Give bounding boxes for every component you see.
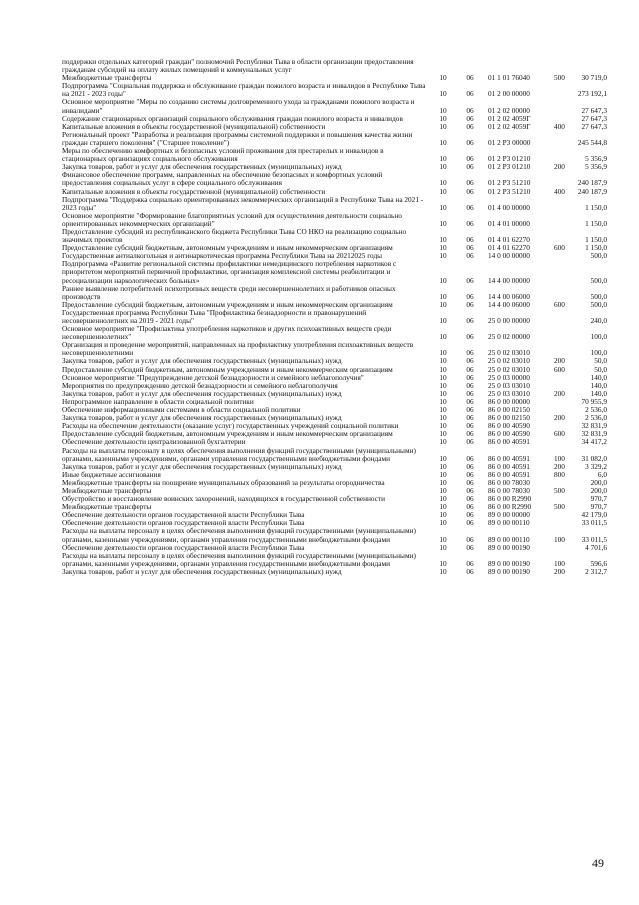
target-article-code: 01 2 02 4059Г (488, 121, 531, 131)
target-article-code: 14 4 00 06000 (488, 291, 530, 301)
target-article-code: 01 4 01 62270 (488, 243, 530, 253)
target-article-code: 89 0 00 00110 (488, 518, 530, 528)
expense-name: Обеспечение деятельности органов государственной власти Республики Тыва (62, 518, 305, 528)
target-article-code: 86 0 00 78030 (488, 485, 530, 495)
expense-name: Обеспечение деятельности централизованной бухгалтерии (62, 437, 246, 447)
expense-name: Закупка товаров, работ и услуг для обеспечения государственных (муниципальных) нужд (62, 461, 342, 471)
target-article-code: 89 0 00 00190 (488, 558, 530, 568)
section-code: 10 (439, 396, 447, 406)
expense-type-code: 500 (554, 485, 565, 495)
expense-name: Государственная программа Республики Тыва "Профилактика безнадзорности и правонарушений несовершеннолетних на 2019 - 2021 годы" (62, 307, 367, 325)
expense-type-code (554, 82, 576, 98)
section-code: 10 (439, 485, 447, 495)
page-number: 49 (592, 856, 604, 870)
section-code: 10 (439, 356, 447, 366)
amount: 4 701,6 (585, 542, 607, 552)
expense-type-code: 400 (554, 121, 565, 131)
section-code: 10 (439, 364, 447, 374)
expense-name: Подпрограмма "Социальная поддержка и обслуживание граждан пожилого возраста и инвалидов в Республике Тыва на 2021 - 2023 годы" (62, 81, 426, 99)
section-code: 10 (439, 421, 447, 431)
expense-name: Предоставление субсидий бюджетным, автономным учреждениям и иным некоммерческим организациям (62, 429, 393, 439)
subsection-code: 06 (466, 364, 474, 374)
subsection-code: 06 (466, 218, 474, 228)
subsection-code: 06 (466, 299, 474, 309)
expense-name: Межбюджетные трансферты (62, 73, 152, 83)
section-code: 10 (439, 437, 447, 447)
expense-name: Региональный проект "Разработка и реализация программы системной поддержки и повышения качества жизни граждан старшего поколения" ("Старшее поколение") (62, 129, 413, 147)
expense-name: Межбюджетные трансферты на поощрение муниципальных образований за результаты огородничества (62, 477, 385, 487)
expense-type-code: 200 (554, 566, 565, 576)
target-article-code: 01 4 01 00000 (488, 218, 530, 228)
table-row (62, 147, 607, 163)
amount: 32 831,9 (581, 429, 607, 439)
amount: 1 150,0 (585, 243, 607, 253)
section-code: 10 (439, 121, 447, 131)
table-row (62, 171, 607, 187)
amount: 500,0 (590, 299, 607, 309)
amount: 5 356,9 (585, 162, 607, 172)
subsection-code: 06 (466, 113, 474, 123)
amount: 970,7 (590, 502, 607, 512)
expense-name: Обеспечение информационными системами в области социальной политики (62, 405, 301, 415)
table-row (62, 212, 607, 228)
expense-name: Подпрограмма «Развитие региональной системы профилактики немедицинского потребления наркотиков с приоритетом мероприятий первичной профилактики, организация комплексной системы реабилитации и ресоциализации наркологических больных» (62, 259, 397, 285)
expense-type-code (554, 374, 576, 382)
subsection-code: 06 (466, 356, 474, 366)
target-article-code: 86 0 00 40591 (488, 437, 530, 447)
subsection-code: 06 (466, 137, 474, 147)
expense-type-code (554, 285, 576, 301)
amount: 42 179,0 (581, 510, 607, 520)
subsection-code (456, 58, 484, 74)
table-row (62, 260, 607, 284)
subsection-code: 06 (466, 534, 474, 544)
amount: 100,0 (590, 348, 607, 358)
section-code: 10 (439, 105, 447, 115)
section-code: 10 (439, 380, 447, 390)
target-article-code: 86 0 00 00000 (488, 396, 530, 406)
expense-type-code (554, 398, 576, 406)
table-row (62, 552, 607, 568)
amount: 50,0 (594, 356, 607, 366)
amount: 240 187,9 (577, 178, 607, 188)
expense-type-code (554, 228, 576, 244)
target-article-code: 86 0 00 02150 (488, 405, 530, 415)
section-code: 10 (439, 388, 447, 398)
section-code: 10 (439, 372, 447, 382)
expense-type-code (554, 252, 576, 260)
expense-type-code: 200 (554, 162, 565, 172)
target-article-code: 14 4 00 00000 (488, 275, 530, 285)
budget-table-body (62, 58, 607, 576)
table-row (62, 98, 607, 114)
budget-table (62, 58, 607, 576)
section-code: 10 (439, 469, 447, 479)
amount: 34 417,2 (581, 437, 607, 447)
section-code: 10 (439, 477, 447, 487)
target-article-code: 14 0 00 00000 (488, 251, 530, 261)
subsection-code: 06 (466, 405, 474, 415)
subsection-code: 06 (466, 558, 474, 568)
amount: 970,7 (590, 494, 607, 504)
section-code: 10 (439, 510, 447, 520)
expense-name: Финансовое обеспечение программ, направленных на обеспечение безопасных и комфортных условий предоставления социальных услуг в сфере социального обслуживания (62, 170, 383, 188)
amount: 1 150,0 (585, 235, 607, 245)
amount: 240,0 (590, 316, 607, 325)
target-article-code: 01 2 P3 01210 (488, 162, 531, 172)
subsection-code: 06 (466, 73, 474, 83)
table-row (62, 325, 607, 341)
section-code: 10 (439, 332, 447, 342)
section-code: 10 (439, 154, 447, 164)
amount: 1 150,0 (585, 218, 607, 228)
subsection-code: 06 (466, 291, 474, 301)
expense-type-code: 200 (554, 413, 565, 423)
expense-type-code (554, 171, 576, 187)
subsection-code: 06 (466, 380, 474, 390)
subsection-code: 06 (466, 89, 474, 99)
table-row (62, 527, 607, 543)
subsection-code: 06 (466, 437, 474, 447)
amount: 245 544,8 (577, 137, 607, 147)
expense-name: Закупка товаров, работ и услуг для обеспечения государственных (муниципальных) нужд (62, 388, 342, 398)
section-code: 10 (439, 235, 447, 245)
subsection-code: 06 (466, 421, 474, 431)
table-row (62, 82, 607, 98)
expense-name: Межбюджетные трансферты (62, 485, 152, 495)
section-code: 10 (439, 113, 447, 123)
expense-name: Закупка товаров, работ и услуг для обеспечения государственных (муниципальных) нужд (62, 566, 342, 576)
section-code: 10 (439, 89, 447, 99)
expense-name: Предоставление субсидий бюджетным, автономным учреждениям и иным некоммерческим организациям (62, 364, 393, 374)
amount: 200,0 (590, 485, 607, 495)
table-row (62, 447, 607, 463)
section-code: 10 (439, 299, 447, 309)
expense-type-code: 500 (554, 73, 565, 83)
subsection-code: 06 (466, 202, 474, 212)
section-code: 10 (439, 518, 447, 528)
expense-type-code (554, 325, 576, 341)
expense-type-code: 200 (554, 461, 565, 471)
subsection-code: 06 (466, 186, 474, 196)
section-code: 10 (439, 316, 447, 325)
section-code: 10 (439, 558, 447, 568)
expense-type-code (554, 511, 576, 519)
table-row (62, 309, 607, 325)
expense-name: Раннее выявление потребителей психотропных веществ среди несовершеннолетних и работников опасных производств (62, 283, 396, 301)
target-article-code: 89 0 00 00190 (488, 542, 530, 552)
expense-name: Основное мероприятие "Меры по созданию системы долговременного ухода за гражданами пожилого возраста и инвалидами" (62, 97, 415, 115)
expense-type-code: 200 (554, 388, 565, 398)
section-code: 10 (439, 429, 447, 439)
expense-name: Меры по обеспечению комфортных и безопасных условий проживания для престарелых и инвалидов в стационарных организациях социального обслуживания (62, 146, 384, 164)
target-article-code: 01 4 01 62270 (488, 235, 530, 245)
amount: 32 831,9 (581, 421, 607, 431)
amount (576, 58, 607, 74)
expense-name: Основное мероприятие "Профилактика употребления наркотиков и других психоактивных веществ среди несовершеннолетних" (62, 324, 392, 342)
target-article-code: 25 0 03 00000 (488, 372, 530, 382)
expense-name: Закупка товаров, работ и услуг для обеспечения государственных (муниципальных) нужд (62, 162, 342, 172)
subsection-code: 06 (466, 121, 474, 131)
amount: 2 312,7 (585, 566, 607, 576)
section-code: 10 (439, 218, 447, 228)
section-code: 10 (439, 202, 447, 212)
subsection-code: 06 (466, 348, 474, 358)
expense-name: Мероприятия по предупреждению детской безнадзорности и семейного неблагополучия (62, 380, 338, 390)
expense-name: Предоставление субсидий из республиканского бюджета Республики Тыва СО НКО на реализацию социально значимых проектов (62, 226, 407, 245)
amount: 273 192,1 (577, 89, 607, 99)
table-row (62, 196, 607, 212)
section-code: 10 (439, 453, 447, 463)
expense-type-code (554, 260, 576, 284)
section-code: 10 (439, 502, 447, 512)
amount: 27 647,3 (581, 105, 607, 115)
target-article-code: 89 0 00 00190 (488, 566, 530, 576)
amount: 140,0 (590, 380, 607, 390)
subsection-code: 06 (466, 518, 474, 528)
section-code: 10 (439, 178, 447, 188)
amount: 70 955,9 (581, 396, 607, 406)
section-code: 10 (439, 405, 447, 415)
section-code: 10 (439, 413, 447, 423)
subsection-code: 06 (466, 566, 474, 576)
subsection-code: 06 (466, 275, 474, 285)
amount: 31 082,0 (581, 453, 607, 463)
target-article-code: 86 0 00 R2990 (488, 494, 532, 504)
section-code: 10 (439, 291, 447, 301)
expense-name: Капитальные вложения в объекты государственной (муниципальной) собственности (62, 186, 326, 196)
amount: 140,0 (590, 388, 607, 398)
subsection-code: 06 (466, 105, 474, 115)
expense-name: поддержки отдельных категорий граждан" полномочий Республики Тыва в области организации предоставления гражданам субсидий на оплату жилых помещений и коммунальных услуг (62, 57, 414, 75)
expense-name: Обеспечение деятельности органов государственной власти Республики Тыва (62, 510, 305, 520)
subsection-code: 06 (466, 477, 474, 487)
expense-type-code (554, 438, 576, 446)
expense-name: Основное мероприятие "Предупреждение детской безнадзорности и семейного неблагополучия" (62, 372, 364, 382)
target-article-code: 01 2 02 4059Г (488, 113, 531, 123)
amount: 2 536,0 (585, 405, 607, 415)
expense-name: Расходы на обеспечение деятельности (оказание услуг) государственных учреждений социальной политики (62, 421, 399, 431)
expense-name: Закупка товаров, работ и услуг для обеспечения государственных (муниципальных) нужд (62, 356, 342, 366)
subsection-code: 06 (466, 243, 474, 253)
target-article-code: 01 2 00 00000 (488, 89, 530, 99)
target-article-code: 01 4 00 00000 (488, 202, 530, 212)
expense-name: Обустройство и восстановление воинских захоронений, находящихся в государственной собственности (62, 494, 386, 504)
section-code: 10 (439, 534, 447, 544)
subsection-code: 06 (466, 542, 474, 552)
expense-name: Расходы на выплаты персоналу в целях обеспечения выполнения функций государственными (муниципальными) органами, казенными учреждениями, органами управления государственными внебюджетными фондами (62, 445, 416, 463)
expense-name: Государственная антиалкогольная и антинаркотическая программа Республики Тыва на 20212025 годы (62, 251, 383, 261)
subsection-code: 06 (466, 510, 474, 520)
section-code (430, 58, 456, 74)
target-article-code: 25 0 03 03010 (488, 388, 530, 398)
expense-type-code: 600 (554, 299, 565, 309)
subsection-code: 06 (466, 251, 474, 261)
target-article-code: 86 0 00 40591 (488, 461, 530, 471)
table-row (62, 58, 607, 74)
expense-type-code (554, 212, 576, 228)
amount: 140,0 (590, 372, 607, 382)
expense-type-code (554, 544, 576, 552)
table-row (62, 285, 607, 301)
section-code: 10 (439, 243, 447, 253)
expense-type-code: 200 (554, 356, 565, 366)
amount: 27 647,3 (581, 121, 607, 131)
expense-name: Подпрограмма "Поддержка социально ориентированных некоммерческих организаций в Республике Тыва на 2021 - 2023 годы" (62, 194, 424, 212)
expense-type-code (554, 519, 576, 527)
expense-name: Расходы на выплаты персоналу в целях обеспечения выполнения функций государственными (муниципальными) органами, казенными учреждениями, органами управления государственными внебюджетными фондами (62, 526, 416, 544)
target-article-code: 01 2 P3 01210 (488, 154, 531, 164)
amount: 30 719,0 (581, 73, 607, 83)
amount: 500,0 (590, 275, 607, 285)
expense-type-code (554, 196, 576, 212)
amount: 6,0 (597, 469, 607, 479)
target-article-code: 86 0 00 40590 (488, 429, 530, 439)
expense-name: Расходы на выплаты персоналу в целях обеспечения выполнения функций государственными (муниципальными) органами, казенными учреждениями, органами управления государственными внебюджетными фондами (62, 550, 416, 568)
expense-type-code: 600 (554, 364, 565, 374)
expense-type-code (554, 58, 576, 74)
expense-name: Закупка товаров, работ и услуг для обеспечения государственных (муниципальных) нужд (62, 413, 342, 423)
expense-type-code (554, 341, 576, 357)
subsection-code: 06 (466, 396, 474, 406)
target-article-code: 86 0 00 02150 (488, 413, 530, 423)
target-article-code: 01 2 P3 00000 (488, 137, 531, 147)
subsection-code: 06 (466, 388, 474, 398)
section-code: 10 (439, 137, 447, 147)
target-article-code: 01 2 P3 51210 (488, 178, 531, 188)
table-row (62, 131, 607, 147)
target-article-code: 25 0 03 03010 (488, 380, 530, 390)
target-article-code: 25 0 02 03010 (488, 348, 530, 358)
amount: 33 011,5 (581, 518, 607, 528)
section-code: 10 (439, 461, 447, 471)
expense-name: Непрограммное направление в области социальной политики (62, 396, 254, 406)
amount: 33 011,5 (581, 534, 607, 544)
section-code: 10 (439, 186, 447, 196)
expense-name: Обеспечение деятельности органов государственной власти Республики Тыва (62, 542, 305, 552)
target-article-code: 25 0 02 03010 (488, 356, 530, 366)
expense-type-code: 600 (554, 429, 565, 439)
subsection-code: 06 (466, 461, 474, 471)
expense-type-code (554, 147, 576, 163)
subsection-code: 06 (466, 413, 474, 423)
target-article-code: 01 1 01 76040 (488, 73, 530, 83)
table-row (62, 228, 607, 244)
subsection-code: 06 (466, 162, 474, 172)
expense-name: Межбюджетные трансферты (62, 502, 152, 512)
subsection-code: 06 (466, 429, 474, 439)
expense-name: Основное мероприятие "Формирование благоприятных условий для осуществления деятельности социально ориентированных некоммерческих организаций" (62, 210, 402, 228)
section-code: 10 (439, 162, 447, 172)
subsection-code: 06 (466, 453, 474, 463)
expense-name: Содержание стационарных организаций социального обслуживания граждан пожилого возраста и инвалидов (62, 113, 403, 123)
target-article-code: 86 0 00 40591 (488, 453, 530, 463)
target-article-code: 25 0 02 00000 (488, 332, 530, 342)
subsection-code: 06 (466, 332, 474, 342)
expense-type-code (554, 98, 576, 114)
amount: 2 536,0 (585, 413, 607, 423)
target-article-code: 14 4 00 06000 (488, 299, 530, 309)
section-code: 10 (439, 73, 447, 83)
subsection-code: 06 (466, 372, 474, 382)
expense-name: Предоставление субсидий бюджетным, автономным учреждениям и иным некоммерческим организациям (62, 243, 393, 253)
expense-name: Капитальные вложения в объекты государственной (муниципальной) собственности (62, 121, 326, 131)
expense-type-code (554, 309, 576, 325)
subsection-code: 06 (466, 502, 474, 512)
target-article-code: 25 0 02 03010 (488, 364, 530, 374)
amount: 3 329,2 (585, 461, 607, 471)
amount: 100,0 (590, 332, 607, 342)
section-code: 10 (439, 275, 447, 285)
amount: 500,0 (590, 251, 607, 261)
expense-type-code: 500 (554, 502, 565, 512)
amount: 240 187,9 (577, 186, 607, 196)
target-article-code: 25 0 00 00000 (488, 316, 530, 325)
target-article-code: 01 2 02 00000 (488, 105, 530, 115)
target-article-code: 89 0 00 00110 (488, 534, 530, 544)
subsection-code: 06 (466, 178, 474, 188)
expense-type-code: 100 (554, 534, 565, 544)
subsection-code: 06 (466, 235, 474, 245)
amount: 50,0 (594, 364, 607, 374)
section-code: 10 (439, 566, 447, 576)
subsection-code: 06 (466, 316, 474, 325)
expense-type-code: 400 (554, 186, 565, 196)
target-article-code (484, 58, 554, 74)
target-article-code: 86 0 00 40590 (488, 421, 530, 431)
section-code: 10 (439, 542, 447, 552)
subsection-code: 06 (466, 154, 474, 164)
expense-name: Организация и проведение мероприятий, направленных на профилактику употребления психоактивных веществ несовершеннолетними (62, 340, 414, 358)
target-article-code: 86 0 00 40591 (488, 469, 530, 479)
expense-name: Иные бюджетные ассигнования (62, 469, 161, 479)
target-article-code: 01 2 P3 51210 (488, 186, 531, 196)
amount: 500,0 (590, 291, 607, 301)
target-article-code: 86 0 00 R2990 (488, 502, 532, 512)
section-code: 10 (439, 251, 447, 261)
amount: 596,6 (590, 558, 607, 568)
table-row (62, 341, 607, 357)
target-article-code: 89 0 00 00000 (488, 510, 530, 520)
section-code: 10 (439, 494, 447, 504)
amount: 1 150,0 (585, 202, 607, 212)
section-code: 10 (439, 348, 447, 358)
expense-type-code: 100 (554, 453, 565, 463)
subsection-code: 06 (466, 469, 474, 479)
subsection-code: 06 (466, 485, 474, 495)
target-article-code: 86 0 00 78030 (488, 477, 530, 487)
expense-name: Предоставление субсидий бюджетным, автономным учреждениям и иным некоммерческим организациям (62, 299, 393, 309)
amount: 5 356,9 (585, 154, 607, 164)
amount: 27 647,3 (581, 113, 607, 123)
expense-type-code: 600 (554, 243, 565, 253)
subsection-code: 06 (466, 494, 474, 504)
table-row (62, 568, 607, 576)
expense-type-code (554, 131, 576, 147)
amount: 200,0 (590, 477, 607, 487)
expense-type-code: 100 (554, 558, 565, 568)
expense-type-code: 800 (554, 469, 565, 479)
